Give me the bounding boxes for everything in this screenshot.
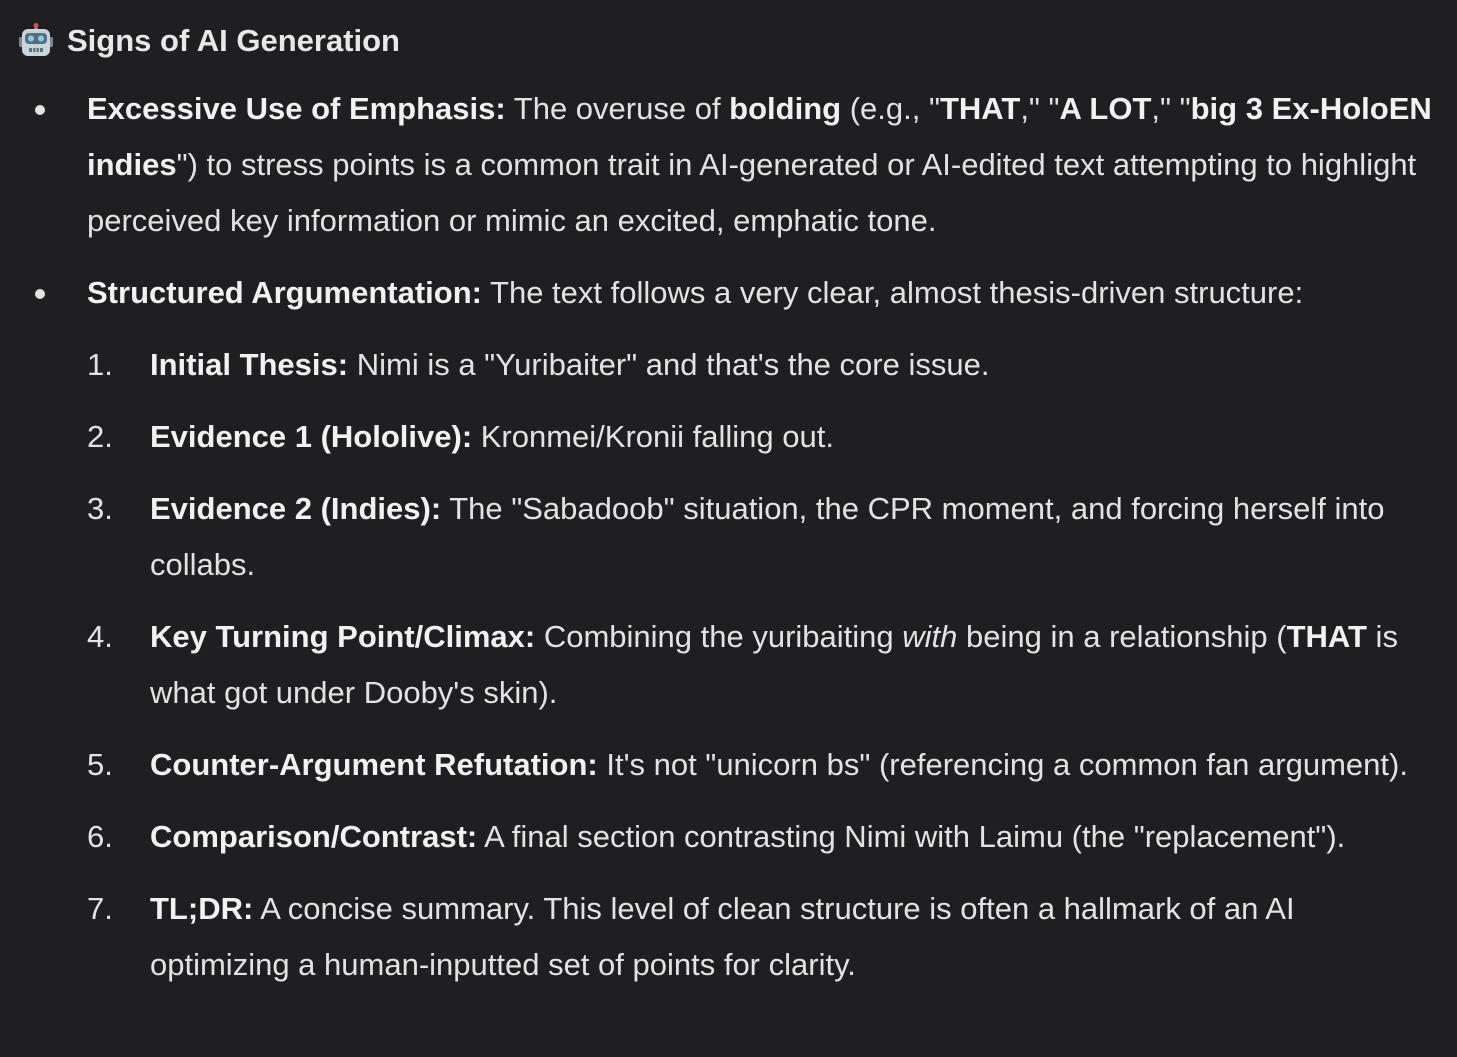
list-item [87,737,1440,793]
text-segment: The overuse of [505,91,730,126]
text-segment: A final section contrasting Nimi with Laimu (the "replacement"). [477,819,1346,854]
text-segment: A concise summary. This level of clean structure is often a hallmark of an AI optimizing a human-inputted set of points for clarity. [150,891,1295,982]
text-segment: The text follows a very clear, almost thesis-driven structure: [481,275,1304,310]
section-title: Signs of AI Generation [67,23,400,58]
bullet-text [87,91,1432,238]
text-segment: ," " [1151,91,1191,126]
bold-text: Initial Thesis: [150,347,349,382]
text-segment: ," " [1020,91,1060,126]
list-item [87,881,1440,993]
text-segment: The "Sabadoob" situation, the CPR moment, and forcing herself into collabs. [150,491,1385,582]
bold-text: Excessive Use of Emphasis: [87,91,506,126]
list-item [87,337,1440,393]
list-number: 6. [87,819,113,854]
bold-text: THAT [1286,619,1367,654]
bullet-item [87,265,1437,993]
list-number: 4. [87,619,113,654]
text-segment: It's not "unicorn bs" (referencing a common fan argument). [597,747,1408,782]
list-item [87,809,1440,865]
text-segment: Kronmei/Kronii falling out. [472,419,834,454]
list-item [87,409,1440,465]
numbered-list [87,337,1440,993]
bold-text: TL;DR: [150,891,254,926]
text-segment: (e.g., " [841,91,940,126]
bold-text: Counter-Argument Refutation: [150,747,598,782]
list-item [87,609,1440,721]
bullet-item [87,81,1437,249]
list-number: 3. [87,491,113,526]
list-item-text [150,491,1385,582]
list-item-text [150,819,1345,854]
bold-text: Key Turning Point/Climax: [150,619,536,654]
text-segment: is what got under Dooby's skin). [150,619,1398,710]
list-item [87,481,1440,593]
italic-text: with [902,619,958,654]
text-segment: being in a relationship ( [957,619,1287,654]
bold-text: Evidence 2 (Indies): [150,491,442,526]
list-number: 1. [87,347,113,382]
text-segment: Nimi is a "Yuribaiter" and that's the core issue. [348,347,990,382]
text-segment: ") to stress points is a common trait in AI-generated or AI-edited text attempting to highlight perceived key information or mimic an excited, emphatic tone. [87,147,1417,238]
list-item-text [150,747,1408,782]
list-item-text [150,347,989,382]
bold-text: THAT [939,91,1021,126]
bold-text: big 3 Ex-HoloEN indies [87,91,1432,182]
list-item-text [150,619,1398,710]
robot-icon [18,23,54,59]
list-number: 2. [87,419,113,454]
list-item-text [150,891,1295,982]
list-number: 7. [87,891,113,926]
section-heading [18,16,400,66]
bold-text: bolding [729,91,842,126]
list-item-text [150,419,834,454]
bold-text: Comparison/Contrast: [150,819,478,854]
bullet-dot [35,105,45,115]
bullet-list [87,81,1437,1009]
bold-text: A LOT [1059,91,1152,126]
bullet-dot [35,289,45,299]
list-number: 5. [87,747,113,782]
bold-text: Evidence 1 (Hololive): [150,419,473,454]
bold-text: Structured Argumentation: [87,275,482,310]
bullet-text [87,275,1303,310]
text-segment: Combining the yuribaiting [535,619,903,654]
